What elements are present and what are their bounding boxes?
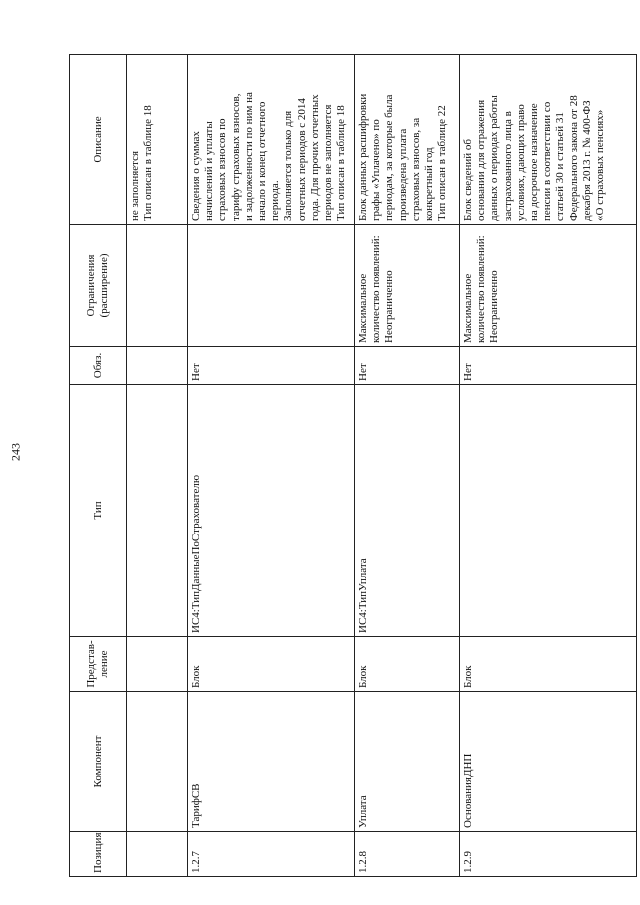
cell-required: Нет <box>188 347 355 385</box>
cell-required: Нет <box>355 347 460 385</box>
description-line: Тип описан в таблице 18 <box>142 105 155 221</box>
constraint-line: Неограниченно <box>383 270 396 343</box>
header-position: Позиция <box>70 832 127 877</box>
description-line: конкретный год <box>422 147 435 221</box>
description-line: и задолженности по ним на <box>242 92 255 221</box>
header-required: Обяз. <box>70 347 127 385</box>
cell-type: ИС4:ТипДанныеПоСтрахователю <box>188 385 355 637</box>
cell-representation: Блок <box>355 637 460 692</box>
header-component: Компонент <box>70 692 127 832</box>
description-line: графы «Уплачено» по <box>370 119 383 221</box>
cell-constraints <box>188 225 355 347</box>
description-line: Тип описан в таблице 22 <box>436 105 449 221</box>
description-line: тарифу страховых взносов, <box>229 93 242 221</box>
header-row <box>70 55 127 877</box>
constraint-line: Максимальное <box>462 273 474 343</box>
cell-component: ОснованияДНП <box>460 692 637 832</box>
cell-description <box>355 55 460 225</box>
rotated-page <box>69 55 623 877</box>
cell-representation <box>127 637 188 692</box>
specification-table <box>69 54 637 877</box>
page-number: 243 <box>8 443 23 461</box>
description-line: Блок данных расшифровки <box>357 93 369 221</box>
header-description: Описание <box>70 55 127 225</box>
description-line: страховых взносов, за <box>409 117 422 221</box>
cell-description <box>127 55 188 225</box>
description-line: декабря 2013 г. № 400-ФЗ <box>580 100 593 221</box>
description-line: начало и конец отчетного <box>255 101 268 221</box>
cell-position <box>127 832 188 877</box>
constraint-line: Неограниченно <box>488 270 501 343</box>
cell-type <box>127 385 188 637</box>
header-type: Тип <box>70 385 127 637</box>
cell-representation: Блок <box>188 637 355 692</box>
cell-constraints <box>127 225 188 347</box>
description-line: Федерального закона от 28 <box>567 95 580 221</box>
description-line: произведена уплата <box>396 128 409 221</box>
cell-description <box>188 55 355 225</box>
description-line: года. Для прочих отчетных <box>308 94 321 221</box>
table-row <box>188 55 355 877</box>
description-line: условиях, дающих право <box>514 104 527 221</box>
cell-component <box>127 692 188 832</box>
description-line: Сведения о суммах <box>190 131 202 221</box>
description-line: начислений и уплаты <box>203 121 216 221</box>
description-line: «О страховых пенсиях» <box>593 109 606 221</box>
description-line: страховых взносов по <box>216 118 229 221</box>
header-constraints: Ограничения (расширение) <box>70 225 127 347</box>
cell-required <box>127 347 188 385</box>
cell-constraints <box>355 225 460 347</box>
table-row <box>460 55 637 877</box>
description-line: Блок сведений об <box>462 139 474 221</box>
cell-position: 1.2.9 <box>460 832 637 877</box>
cell-position: 1.2.8 <box>355 832 460 877</box>
cell-type <box>460 385 637 637</box>
header-representation: Представ-ление <box>70 637 127 692</box>
table-row <box>127 55 188 877</box>
description-line: основании для отражения <box>475 99 488 221</box>
table-row <box>355 55 460 877</box>
description-line: пенсии в соответствии со <box>541 101 554 221</box>
cell-representation: Блок <box>460 637 637 692</box>
constraint-line: количество появлений: <box>370 235 383 343</box>
description-line: Заполняется только для <box>282 110 295 221</box>
cell-constraints <box>460 225 637 347</box>
constraint-line: количество появлений: <box>475 235 488 343</box>
cell-component: Уплата <box>355 692 460 832</box>
description-line: отчетных периодов с 2014 <box>295 98 308 221</box>
description-line: периодам, за которые была <box>383 94 396 221</box>
cell-required: Нет <box>460 347 637 385</box>
cell-position: 1.2.7 <box>188 832 355 877</box>
description-line: не заполняется <box>129 150 141 221</box>
description-line: статьей 30 и статьей 31 <box>554 112 567 221</box>
description-line: на досрочное назначение <box>527 103 540 221</box>
cell-component: ТарифСВ <box>188 692 355 832</box>
description-line: периода. <box>269 180 282 221</box>
description-line: данных о периодах работы <box>488 95 501 221</box>
description-line: периодов не заполняется <box>321 104 334 221</box>
description-line: застрахованного лица в <box>501 111 514 221</box>
constraint-line: Максимальное <box>357 273 369 343</box>
cell-description <box>460 55 637 225</box>
description-line: Тип описан в таблице 18 <box>335 105 348 221</box>
cell-type: ИС4:ТипУплата <box>355 385 460 637</box>
